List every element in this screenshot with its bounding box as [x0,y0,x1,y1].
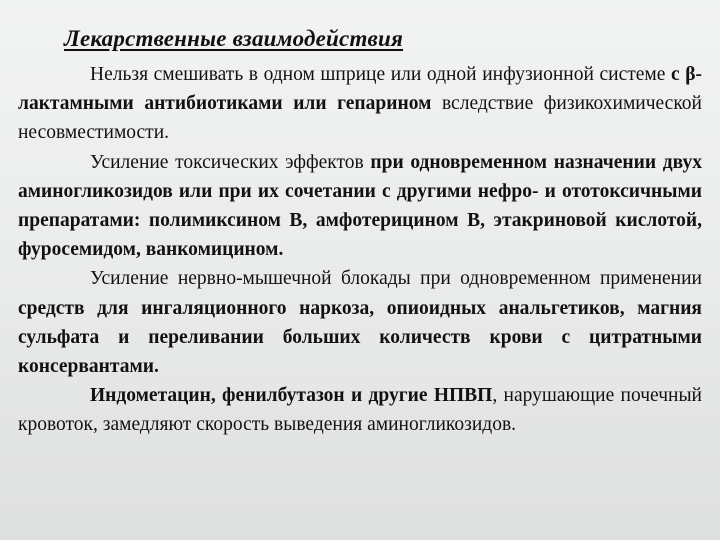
text-segment: вследствие физикохимической несовместимости. [18,93,702,144]
paragraph-toxicity-enhancement [18,148,702,265]
text-segment: , нарушающие почечный кровоток, замедляют скорость выведения аминогликозидов. [18,385,702,436]
text-segment: Усиление нервно-мышечной блокады при одновременном применении [90,268,702,290]
slide-title: Лекарственные взаимодействия [64,26,404,51]
slide-body [18,60,702,440]
text-segment: Усиление токсических эффектов [90,151,371,173]
paragraph-neuromuscular-blockade [18,264,702,381]
text-segment: Нельзя смешивать в одном шприце или одной инфузионной системе [90,64,671,85]
text-segment-bold: Индометацин, фенилбутазон и другие НПВП [90,385,493,407]
paragraph-beta-lactam-incompatibility [18,60,702,148]
text-segment-bold: с β-лактамными антибиотиками или гепарином [18,64,702,115]
paragraph-nsaid-excretion [18,381,702,439]
text-segment-bold: средств для ингаляционного наркоза, опиоидных анальгетиков, магния сульфата и переливании больших количеств крови с цитратными консервантами. [18,297,702,378]
text-segment-bold: при одновременном назначении двух аминогликозидов или при их сочетании с другими нефро- и ототоксичными препаратами: полимиксином В, амфотерицином В, этакриновой кислотой, фуросемидом, ванкомицином. [18,151,702,261]
